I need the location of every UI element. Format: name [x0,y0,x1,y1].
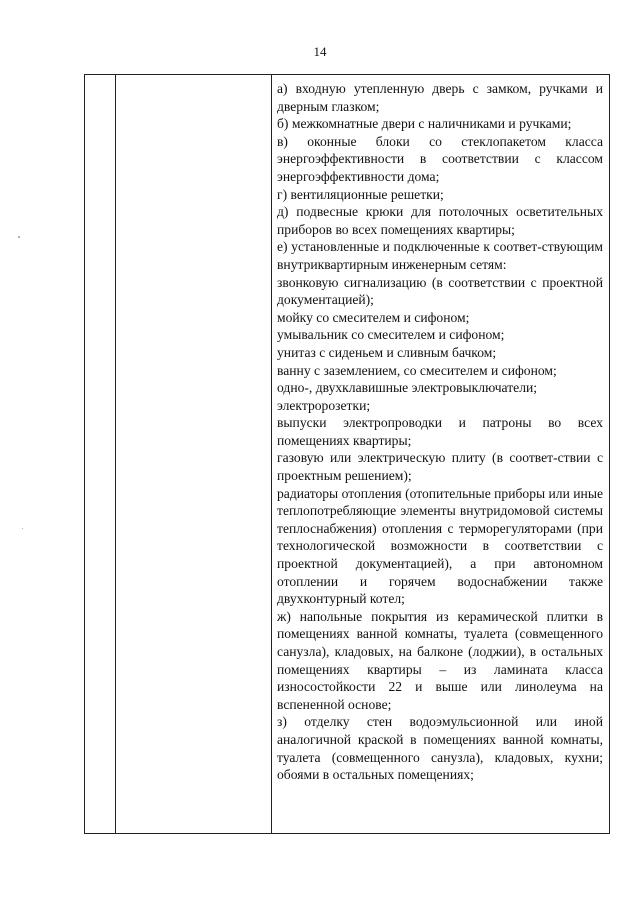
scan-speck [18,236,20,238]
column-divider-1 [115,75,116,833]
item-radiators: радиаторы отопления (отопительные приборы или иные теплопотребляющие элементы внутридомовой системы теплоснабжения) отопления с терморегуляторами (при технологической возможности в соответствии с проектной документацией), а при автономном отоплении и горячем водоснабжении также двухконтурный котел; [277,485,603,607]
item-washbasin: умывальник со смесителем и сифоном; [277,327,505,343]
item-toilet: унитаз с сиденьем и сливным бачком; [277,344,497,360]
item-bathtub: ванну с заземлением, со смесителем и сифоном; [277,362,557,378]
page-number: 14 [313,44,327,59]
item-doorbell: звонковую сигнализацию (в соответствии с проектной документацией); [277,274,603,308]
item-e-installed-equipment: е) установленные и подключенные к соответ-ствующим внутриквартирным инженерным сетям: [277,239,603,272]
requirements-cell [277,80,603,784]
item-switches: одно-, двухклавишные электровыключатели; [277,380,538,396]
item-sink: мойку со смесителем и сифоном; [277,309,470,325]
item-z-wall-finish: з) отделку стен водоэмульсионной или иной аналогичной краской в помещениях ванной комнаты, туалета (совмещенного санузла), кладовых, кухни; обоями в остальных помещениях; [277,714,603,783]
item-b-interior-doors: б) межкомнатные двери с наличниками и ручками; [277,116,572,132]
item-sockets: электророзетки; [277,397,371,413]
item-wiring-outlets: выпуски электропроводки и патроны во всех помещениях квартиры; [277,415,603,448]
document-table [84,74,610,834]
column-divider-2 [271,75,272,833]
item-zh-floor-coverings: ж) напольные покрытия из керамической плитки в помещениях ванной комнаты, туалета (совмещенного санузла), кладовых, на балконе (лоджии), в остальных помещениях квартиры – из ламината класса износостойкости 22 и выше или линолеума на вспененной основе; [277,608,603,712]
scan-speck [22,528,23,529]
item-stove: газовую или электрическую плиту (в соответ-ствии с проектным решением); [277,450,603,484]
item-g-ventilation: г) вентиляционные решетки; [277,186,444,202]
item-a-door: а) входную утепленную дверь с замком, ручками и дверным глазком; [277,81,603,114]
item-v-window-blocks: в) оконные блоки со стеклопакетом класса энергоэффективности в соответствии с классом энергоэффективности дома; [277,133,603,184]
item-d-ceiling-hooks: д) подвесные крюки для потолочных осветительных приборов во всех помещениях квартиры; [277,204,603,237]
